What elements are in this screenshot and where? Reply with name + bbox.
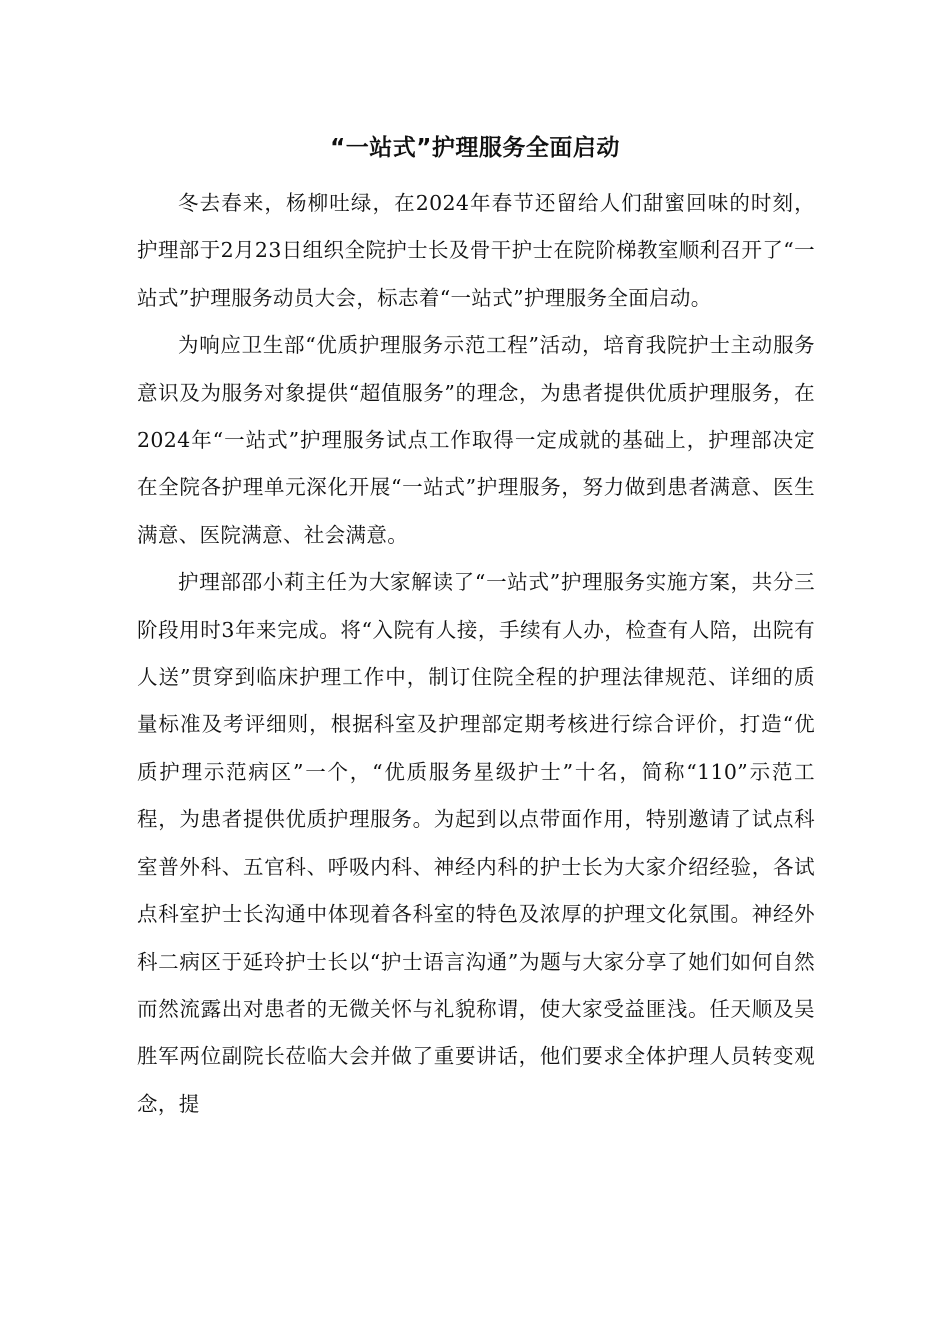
document-body — [137, 180, 815, 1128]
paragraph-1: 冬去春来，杨柳吐绿，在2024年春节还留给人们甜蜜回味的时刻，护理部于2月23日组织全院护士长及骨干护士在院阶梯教室顺利召开了“一站式”护理服务动员大会，标志着“一站式”护理服务全面启动。 — [137, 191, 815, 310]
paragraph-3: 护理部邵小莉主任为大家解读了“一站式”护理服务实施方案，共分三阶段用时3年来完成。将“入院有人接，手续有人办，检查有人陪，出院有人送”贯穿到临床护理工作中，制订住院全程的护理法律规范、详细的质量标准及考评细则，根据科室及护理部定期考核进行综合评价，打造“优质护理示范病区”一个，“优质服务星级护士”十名，简称“110”示范工程，为患者提供优质护理服务。为起到以点带面作用，特别邀请了试点科室普外科、五官科、呼吸内科、神经内科的护士长为大家介绍经验，各试点科室护士长沟通中体现着各科室的特色及浓厚的护理文化氛围。神经外科二病区于延玲护士长以“护士语言沟通”为题与大家分享了她们如何自然而然流露出对患者的无微关怀与礼貌称谓，使大家受益匪浅。任天顺及吴胜军两位副院长莅临大会并做了重要讲话，他们要求全体护理人员转变观念，提 — [137, 570, 815, 1116]
document-title: “一站式”护理服务全面启动 — [330, 135, 620, 161]
paragraph-2: 为响应卫生部“优质护理服务示范工程”活动，培育我院护士主动服务意识及为服务对象提供“超值服务”的理念，为患者提供优质护理服务，在2024年“一站式”护理服务试点工作取得一定成就的基础上，护理部决定在全院各护理单元深化开展“一站式”护理服务，努力做到患者满意、医生满意、医院满意、社会满意。 — [137, 333, 815, 547]
